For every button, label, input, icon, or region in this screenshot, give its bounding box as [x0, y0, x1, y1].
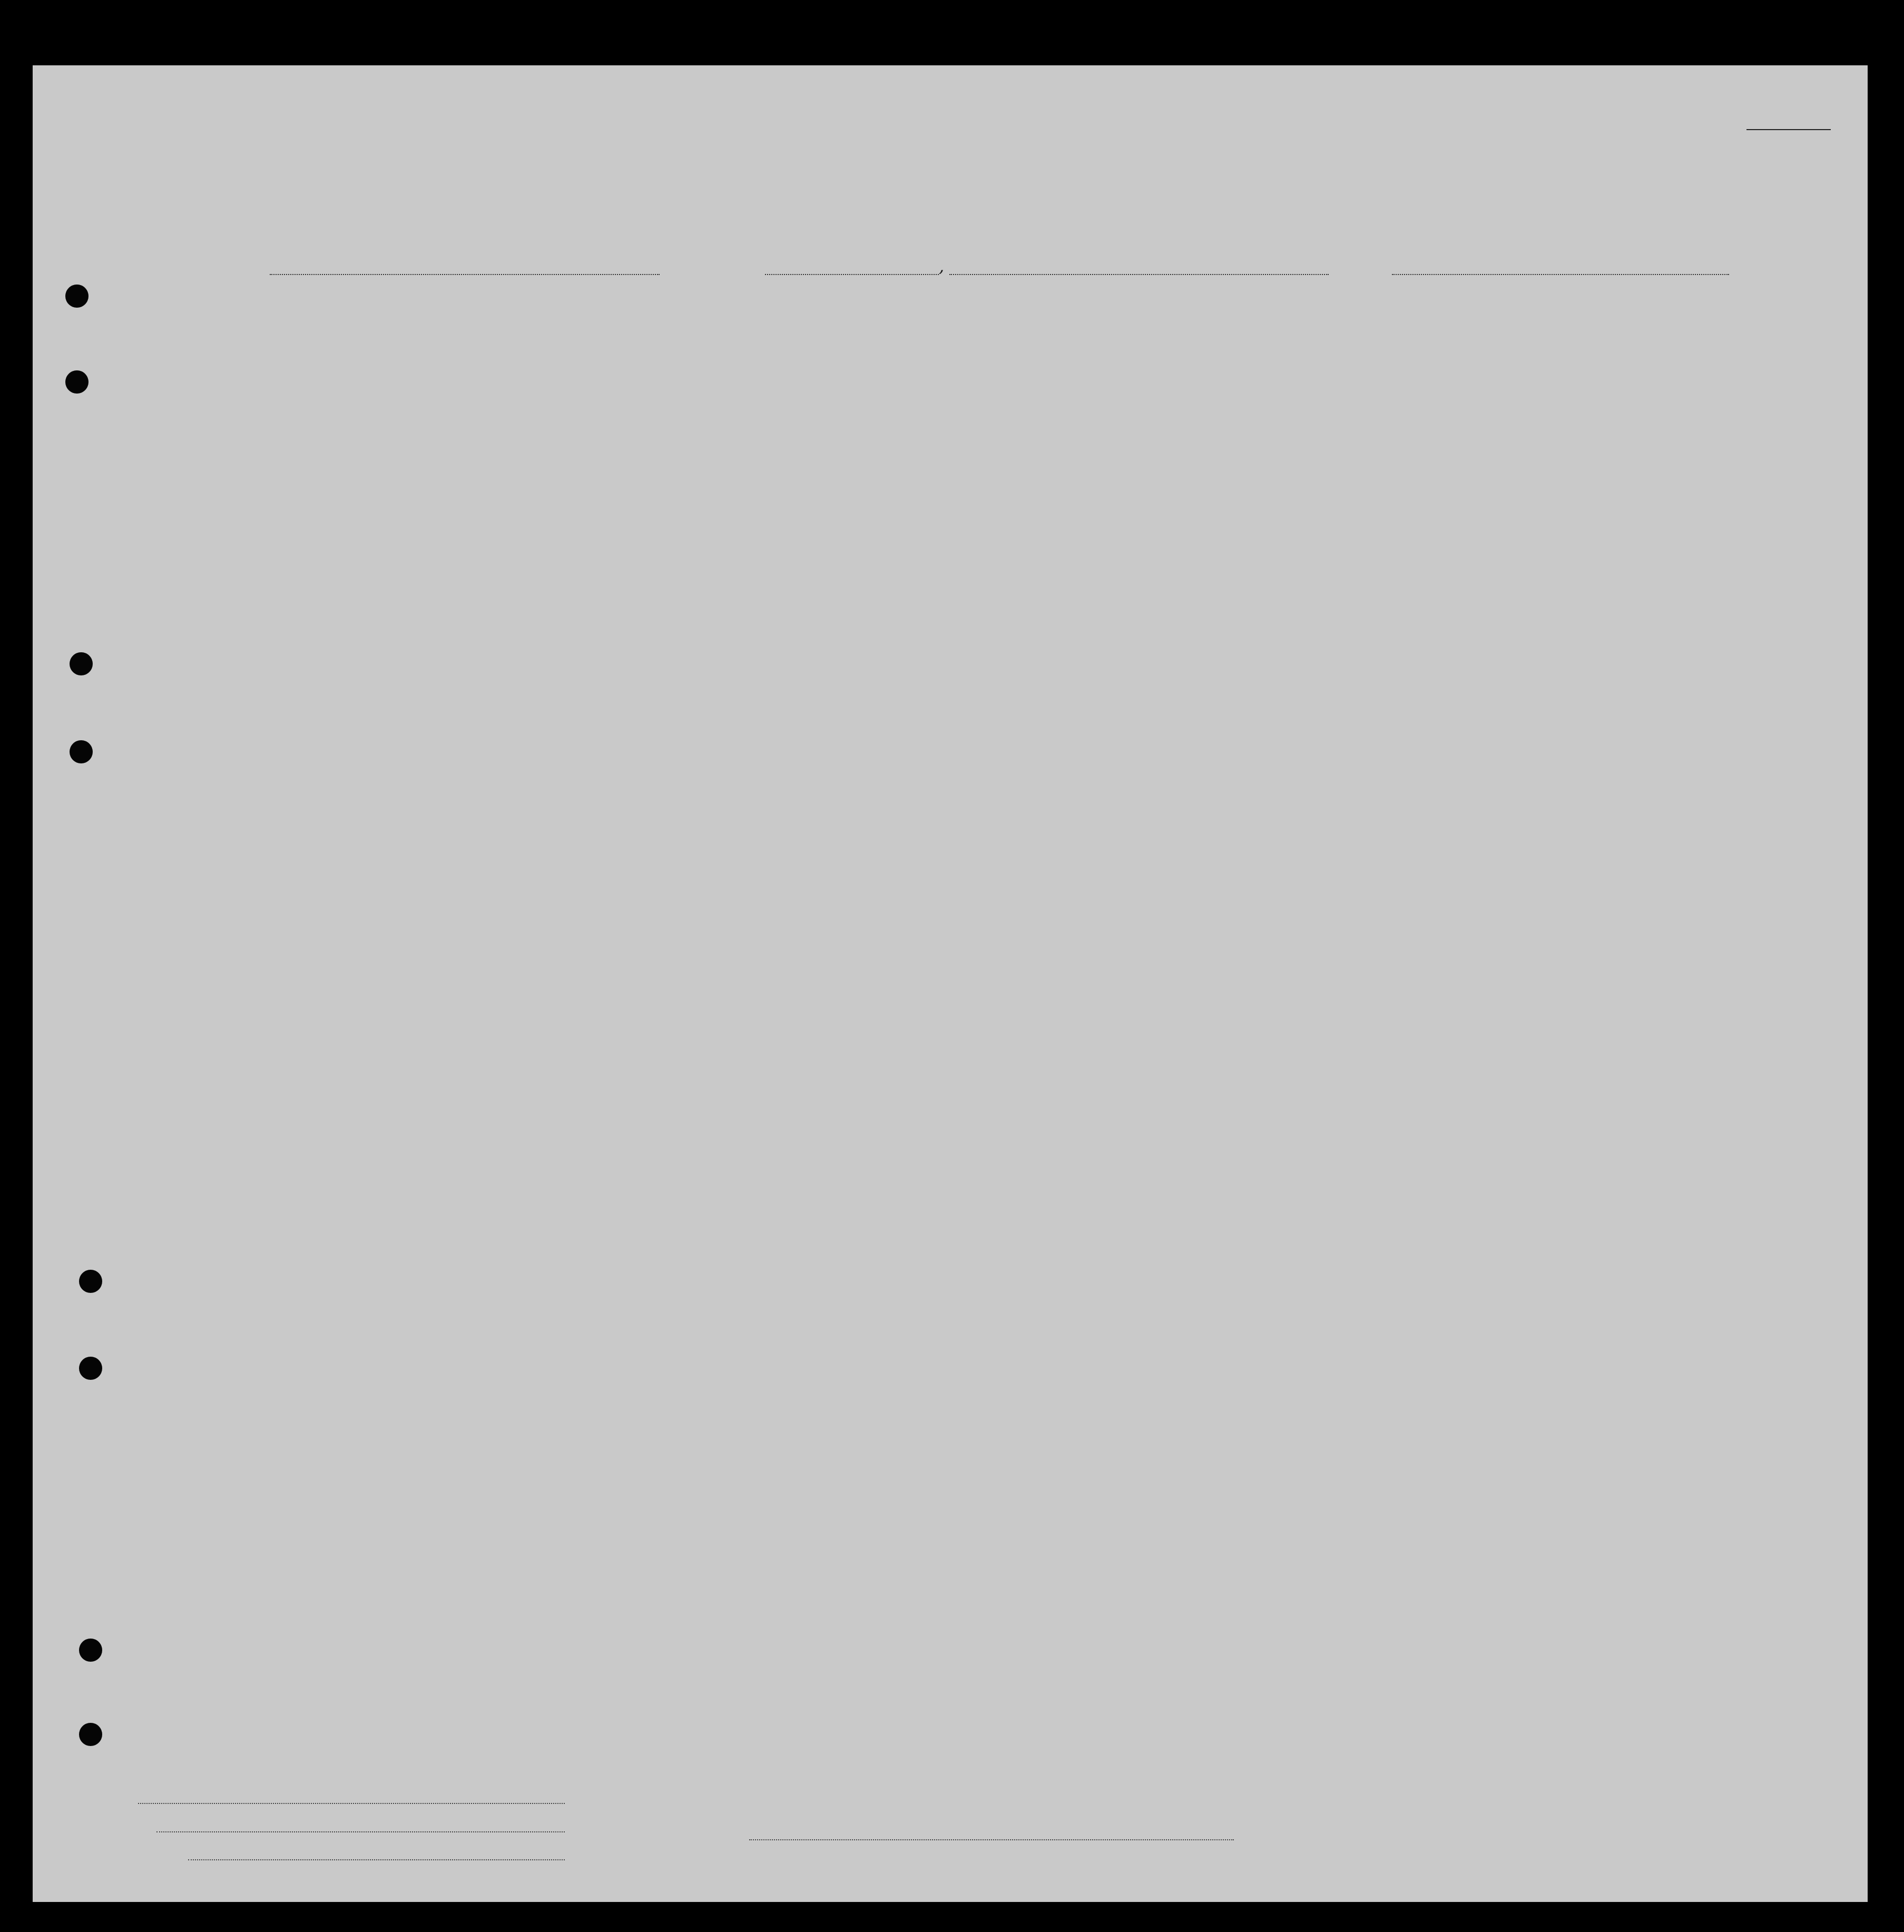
punch-hole — [65, 285, 89, 308]
punch-hole — [70, 652, 93, 675]
punch-hole — [65, 370, 89, 394]
punch-hole — [70, 740, 93, 763]
punch-hole — [79, 1723, 102, 1746]
manifest-sheet — [33, 65, 1868, 1902]
punch-hole — [79, 1639, 102, 1662]
vessel-info-line: , — [212, 256, 1792, 277]
punch-hole — [79, 1270, 102, 1293]
handwritten-marks — [33, 65, 1868, 1902]
punch-hole — [79, 1357, 102, 1380]
